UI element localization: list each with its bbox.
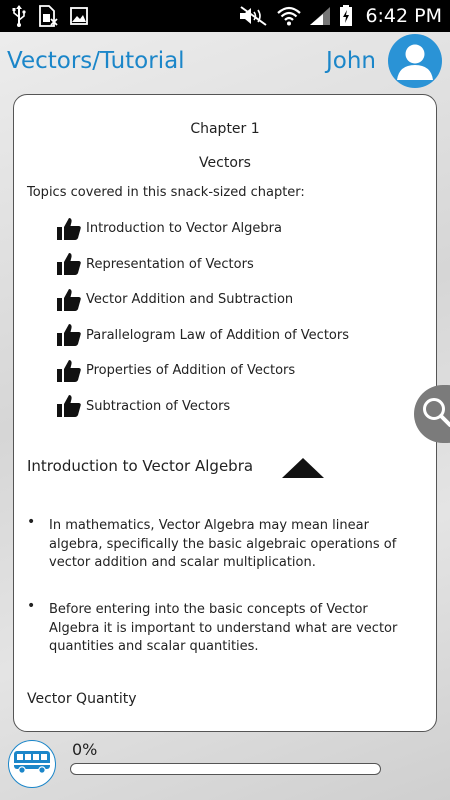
status-right-icons bbox=[239, 5, 442, 27]
topic-item[interactable] bbox=[56, 211, 349, 247]
topic-label: Parallelogram Law of Addition of Vectors bbox=[86, 327, 349, 343]
topic-label: Introduction to Vector Algebra bbox=[86, 221, 282, 237]
user-name[interactable]: John bbox=[325, 48, 376, 74]
bullet-text: Before entering into the basic concepts of Vector Algebra it is important to understand what are vector quantities and scalar quantities. bbox=[49, 602, 398, 654]
sim-card-blocked-icon bbox=[38, 5, 58, 27]
signal-icon bbox=[309, 6, 331, 26]
topic-label: Properties of Addition of Vectors bbox=[86, 363, 296, 379]
progress-bar bbox=[70, 763, 381, 775]
topic-label: Representation of Vectors bbox=[86, 256, 254, 272]
status-left-icons bbox=[12, 5, 88, 27]
bullet-text: In mathematics, Vector Algebra may mean linear algebra, specifically the basic algebraic operations of vector addition and scalar multiplication. bbox=[49, 518, 397, 570]
bullet-item bbox=[27, 598, 417, 657]
search-icon bbox=[420, 395, 450, 433]
wifi-icon bbox=[277, 6, 301, 26]
topics-intro: Topics covered in this snack-sized chapter: bbox=[27, 185, 305, 200]
app-header bbox=[0, 32, 450, 90]
chapter-title: Vectors bbox=[199, 155, 251, 171]
content-card bbox=[13, 94, 437, 732]
thumbs-up-icon bbox=[56, 216, 82, 242]
topic-label: Vector Addition and Subtraction bbox=[86, 292, 294, 308]
topic-item[interactable] bbox=[56, 389, 349, 425]
thumbs-up-icon bbox=[56, 322, 82, 348]
bullet-dot: • bbox=[27, 598, 36, 614]
clock: 6:42 PM bbox=[365, 5, 442, 27]
status-bar bbox=[0, 0, 450, 32]
bus-icon bbox=[13, 749, 51, 779]
thumbs-up-icon bbox=[56, 287, 82, 313]
bus-button[interactable] bbox=[8, 740, 56, 788]
topic-item[interactable] bbox=[56, 353, 349, 389]
app-title: Vectors/Tutorial bbox=[7, 48, 185, 74]
thumbs-up-icon bbox=[56, 393, 82, 419]
progress-label: 0% bbox=[72, 740, 98, 759]
image-icon bbox=[70, 7, 88, 25]
battery-charging-icon bbox=[339, 5, 353, 27]
topic-list bbox=[56, 211, 349, 424]
topic-item[interactable] bbox=[56, 318, 349, 354]
user-area[interactable] bbox=[326, 34, 442, 88]
thumbs-up-icon bbox=[56, 358, 82, 384]
usb-icon bbox=[12, 5, 26, 27]
bullet-dot: • bbox=[27, 514, 36, 530]
collapse-arrow-icon[interactable] bbox=[280, 455, 326, 481]
topic-label: Subtraction of Vectors bbox=[86, 398, 231, 414]
user-avatar-icon[interactable] bbox=[388, 34, 442, 88]
mute-icon bbox=[239, 6, 269, 26]
topic-item[interactable] bbox=[56, 247, 349, 283]
subheading: Vector Quantity bbox=[27, 691, 137, 707]
topic-item[interactable] bbox=[56, 282, 349, 318]
section-heading: Introduction to Vector Algebra bbox=[27, 457, 254, 475]
chapter-number: Chapter 1 bbox=[190, 121, 260, 137]
thumbs-up-icon bbox=[56, 251, 82, 277]
bullet-item bbox=[27, 514, 417, 573]
